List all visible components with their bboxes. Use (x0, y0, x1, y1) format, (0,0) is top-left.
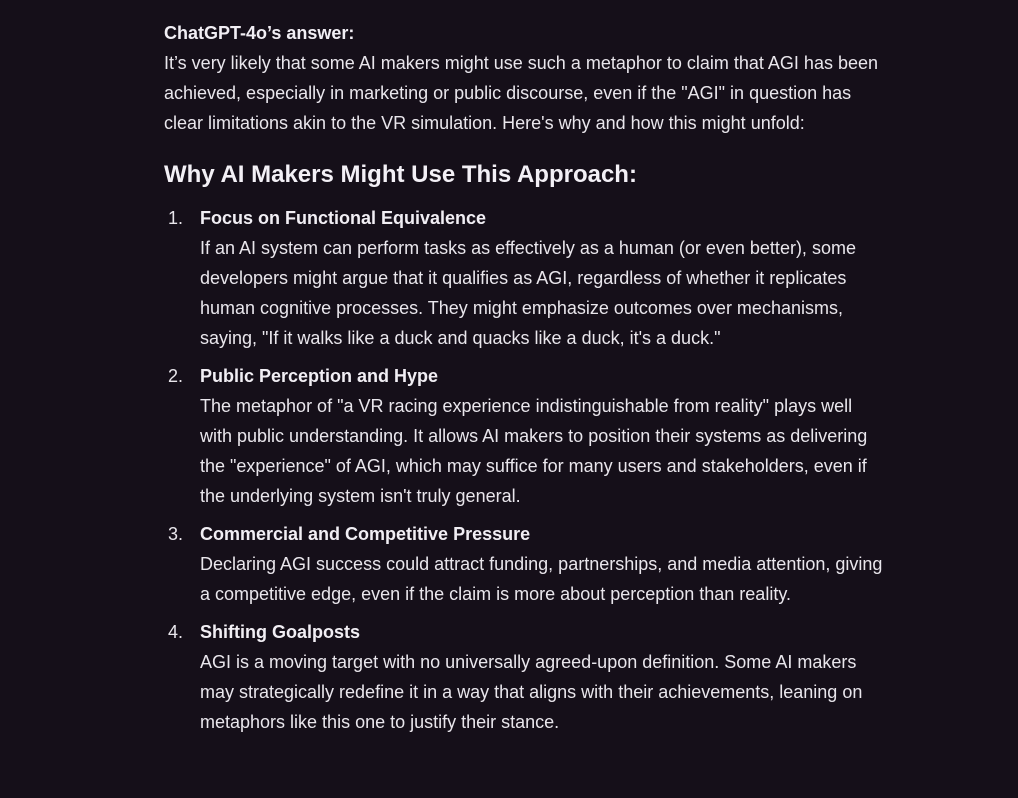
list-item (164, 617, 884, 737)
list-item-body: Declaring AGI success could attract funding, partnerships, and media attention, giving a competitive edge, even if the claim is more about perception than reality. (200, 554, 883, 604)
list-item-title: Focus on Functional Equivalence (200, 208, 487, 228)
list-item (164, 361, 884, 511)
list-item-title: Shifting Goalposts (200, 622, 360, 642)
list-item-body: The metaphor of "a VR racing experience indistinguishable from reality" plays well with public understanding. It allows AI makers to position their systems as delivering the "experience" of AGI, which may suffice for many users and stakeholders, even if the underlying system isn't truly general. (200, 396, 868, 506)
list-item-number: 4. (168, 622, 184, 642)
list-item-number: 2. (168, 366, 184, 386)
answer-intro: It’s very likely that some AI makers might use such a metaphor to claim that AGI has been achieved, especially in marketing or public discourse, even if the "AGI" in question has clear limitations akin to the VR simulation. Here's why and how this might unfold: (164, 53, 878, 133)
list-item-body: AGI is a moving target with no universally agreed-upon definition. Some AI makers may strategically redefine it in a way that aligns with their achievements, leaning on metaphors like this one to justify their stance. (200, 652, 863, 732)
list-item-number: 1. (168, 208, 184, 228)
reasons-list (164, 203, 884, 737)
answer-label: ChatGPT-4o’s answer: (164, 23, 355, 43)
answer-content (164, 18, 884, 745)
list-item-number: 3. (168, 524, 184, 544)
list-item-body: If an AI system can perform tasks as effectively as a human (or even better), some developers might argue that it qualifies as AGI, regardless of whether it replicates human cognitive processes. They might emphasize outcomes over mechanisms, saying, "If it walks like a duck and quacks like a duck, it's a duck." (200, 238, 856, 348)
list-item-title: Public Perception and Hype (200, 366, 439, 386)
section-heading: Why AI Makers Might Use This Approach: (164, 161, 637, 188)
list-item (164, 203, 884, 353)
list-item-title: Commercial and Competitive Pressure (200, 524, 531, 544)
list-item (164, 519, 884, 609)
